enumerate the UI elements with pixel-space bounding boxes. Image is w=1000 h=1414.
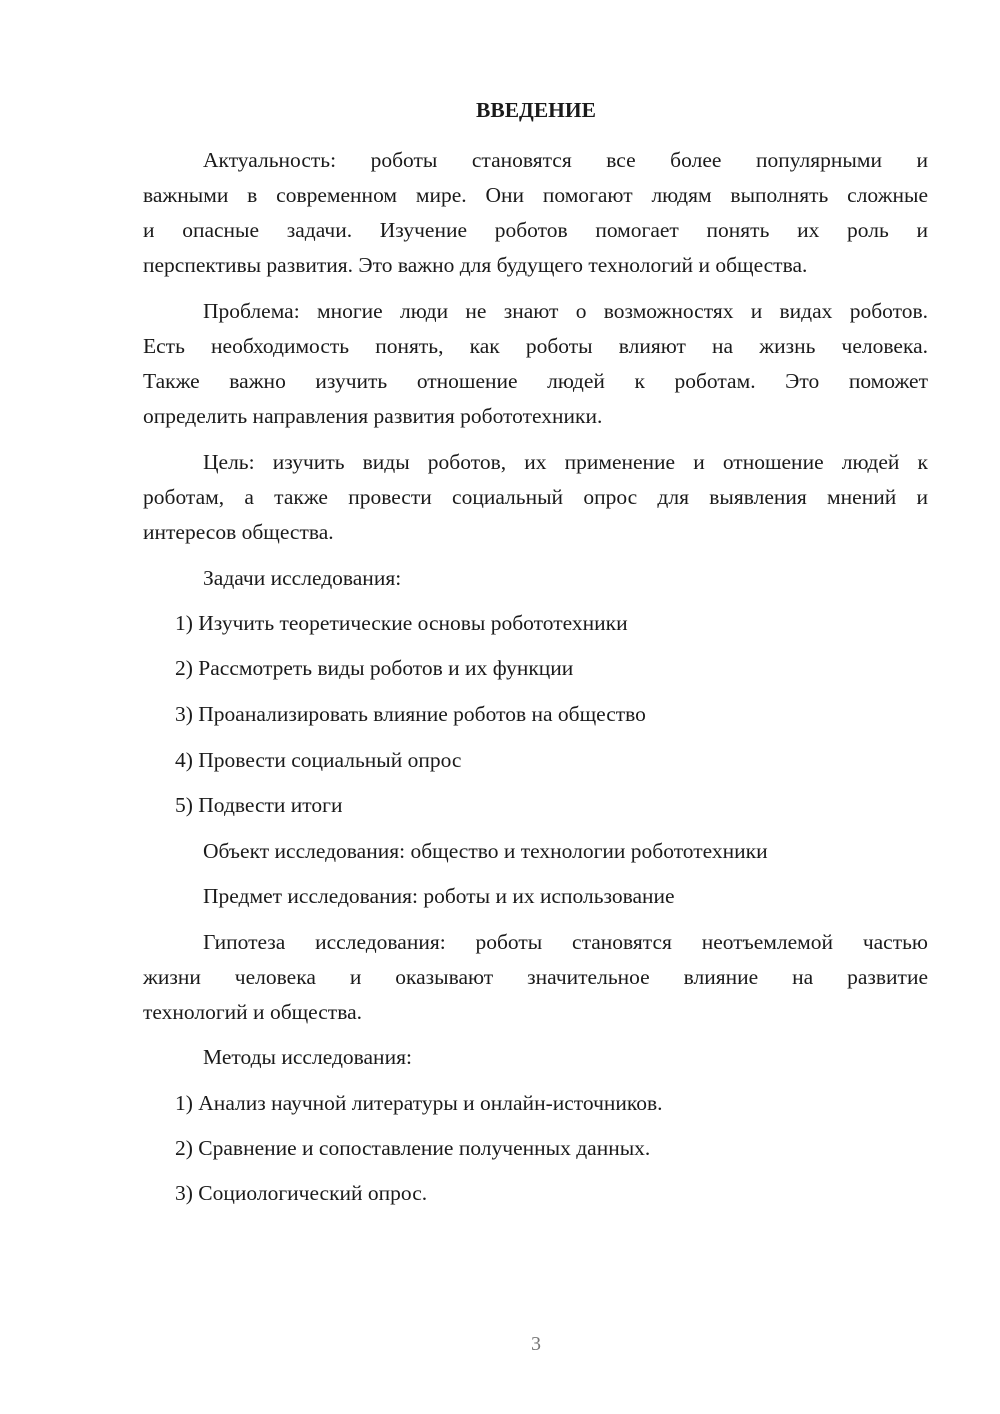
paragraph-goal: [143, 445, 928, 550]
text-line: перспективы развития. Это важно для будущего технологий и общества.: [143, 253, 808, 277]
task-item: 5) Подвести итоги: [175, 793, 343, 817]
text-line: важными в современном мире. Они помогают людям выполнять сложные: [143, 183, 928, 207]
text-line: интересов общества.: [143, 520, 334, 544]
task-item: 1) Изучить теоретические основы робототехники: [175, 611, 628, 635]
text-line: определить направления развития робототехники.: [143, 404, 603, 428]
page-number: 3: [531, 1333, 541, 1355]
paragraph-problem: [143, 294, 928, 434]
methods-heading: Методы исследования:: [203, 1045, 412, 1069]
task-item: 2) Рассмотреть виды роботов и их функции: [175, 656, 574, 680]
research-subject: Предмет исследования: роботы и их использование: [203, 884, 675, 908]
text-line: технологий и общества.: [143, 1000, 362, 1024]
task-item: 3) Проанализировать влияние роботов на общество: [175, 702, 646, 726]
text-line: Также важно изучить отношение людей к роботам. Это поможет: [143, 369, 928, 393]
text-line: Есть необходимость понять, как роботы влияют на жизнь человека.: [143, 334, 928, 358]
task-item: 4) Провести социальный опрос: [175, 748, 462, 772]
text-line: Актуальность: роботы становятся все более популярными и: [203, 148, 928, 172]
method-item: 3) Социологический опрос.: [175, 1181, 428, 1205]
method-item: 1) Анализ научной литературы и онлайн-источников.: [175, 1091, 663, 1115]
research-object: Объект исследования: общество и технологии робототехники: [203, 839, 768, 863]
paragraph-relevance: [143, 143, 928, 283]
text-line: и опасные задачи. Изучение роботов помогает понять их роль и: [143, 218, 928, 242]
text-line: роботам, а также провести социальный опрос для выявления мнений и: [143, 485, 928, 509]
tasks-heading: Задачи исследования:: [203, 566, 402, 590]
text-line: Гипотеза исследования: роботы становятся неотъемлемой частью: [203, 930, 928, 954]
text-line: Проблема: многие люди не знают о возможностях и видах роботов.: [203, 299, 928, 323]
text-line: жизни человека и оказывают значительное влияние на развитие: [143, 965, 928, 989]
text-line: Цель: изучить виды роботов, их применение и отношение людей к: [203, 450, 928, 474]
section-title: ВВЕДЕНИЕ: [476, 98, 596, 122]
paragraph-hypothesis: [143, 925, 928, 1030]
method-item: 2) Сравнение и сопоставление полученных данных.: [175, 1136, 651, 1160]
